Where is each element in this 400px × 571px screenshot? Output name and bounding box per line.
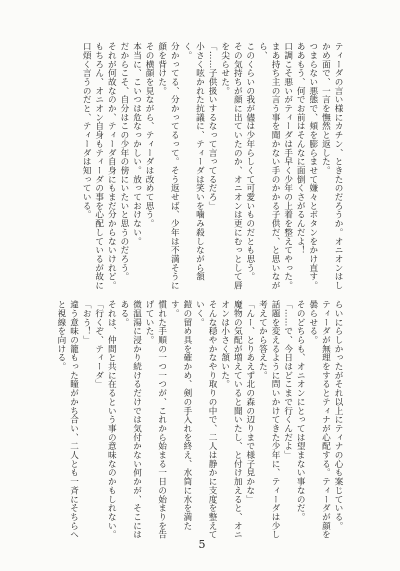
- lower-text-column-block: らいにらしかったがそれ以上にティナの心も案じている。 ティーダが無理をするとティナが心配する。ティーダが顔を曇らせる。 そのどちらも、オニオンにとっては望まない事なのだ。 「……で、今日はどこまで行くんだよ」 話題を変えるように問いかけてきた少年に、ティーダは少し考えてから答えた。 「んー、とりあえず北の森の辺りまで様子見かな」 魔物の気配が増えていると聞いたし、と付け加えると、オニオンは小さく頷いた。 そんな穏やかなやり取りの中で、二人は静かに支度を整えていく。 鎧の留め具を確かめ、剣の手入れを終え、水筒に水を満たす。 慣れた手順の一つ一つが、これから始まる一日の始まりを告げていた。 微温湯に浸かり続けるだけでは気付かない何かが、そこにはある。 それは、仲間と共に在るという事の意味なのかもしれない。 「行くぞ、ティーダ」 「おう！」 違う意味の籠もった瞳がかち合い、二人とも一斉にそちらへと視線を向ける。: [55, 300, 343, 539]
- upper-text-column-block: ティーダの言い様にカチン、ときたのだろうか。オニオンはしかめ面で、一言を憮然と返した。 つまらない悪態で、頬を膨らませて嫌々とボタンをかけ直す。 ああもう、何でお前はそんなに面倒くさがるんだよ！ 口調こそ悪いがティーダは手早く少年の上着を整えてやった。 まあ持ち主の言う事を聞かない手のかかる子供だ、と思いながら、 このくらいの我が儘は少年らしくて可愛いものだとも思う。 その気持ちが顔に出ていたのか、オニオンは更にむっとして唇を尖らせた。 「……子供扱いするなって言ってるだろ」 小さく呟かれた抗議に、ティーダは笑いを噛み殺しながら頷く。 分かってる、分かってるって。そう返せば、少年は不満そうに顔を背けた。 その横顔を見ながら、ティーダは改めて思う。 本当に、こいつは危なっかしい。放っておけない。 だからこそ、自分はこの少年の傍にいたいと思うのだろう。 それが何故なのか、ティーダ自身にもまだ分からないけれど。 もちろん、オニオン自身もティーダの事を心配しているが故に口煩く言うのだと、ティーダは知っている。: [81, 42, 343, 290]
- page-number: 5: [198, 538, 206, 551]
